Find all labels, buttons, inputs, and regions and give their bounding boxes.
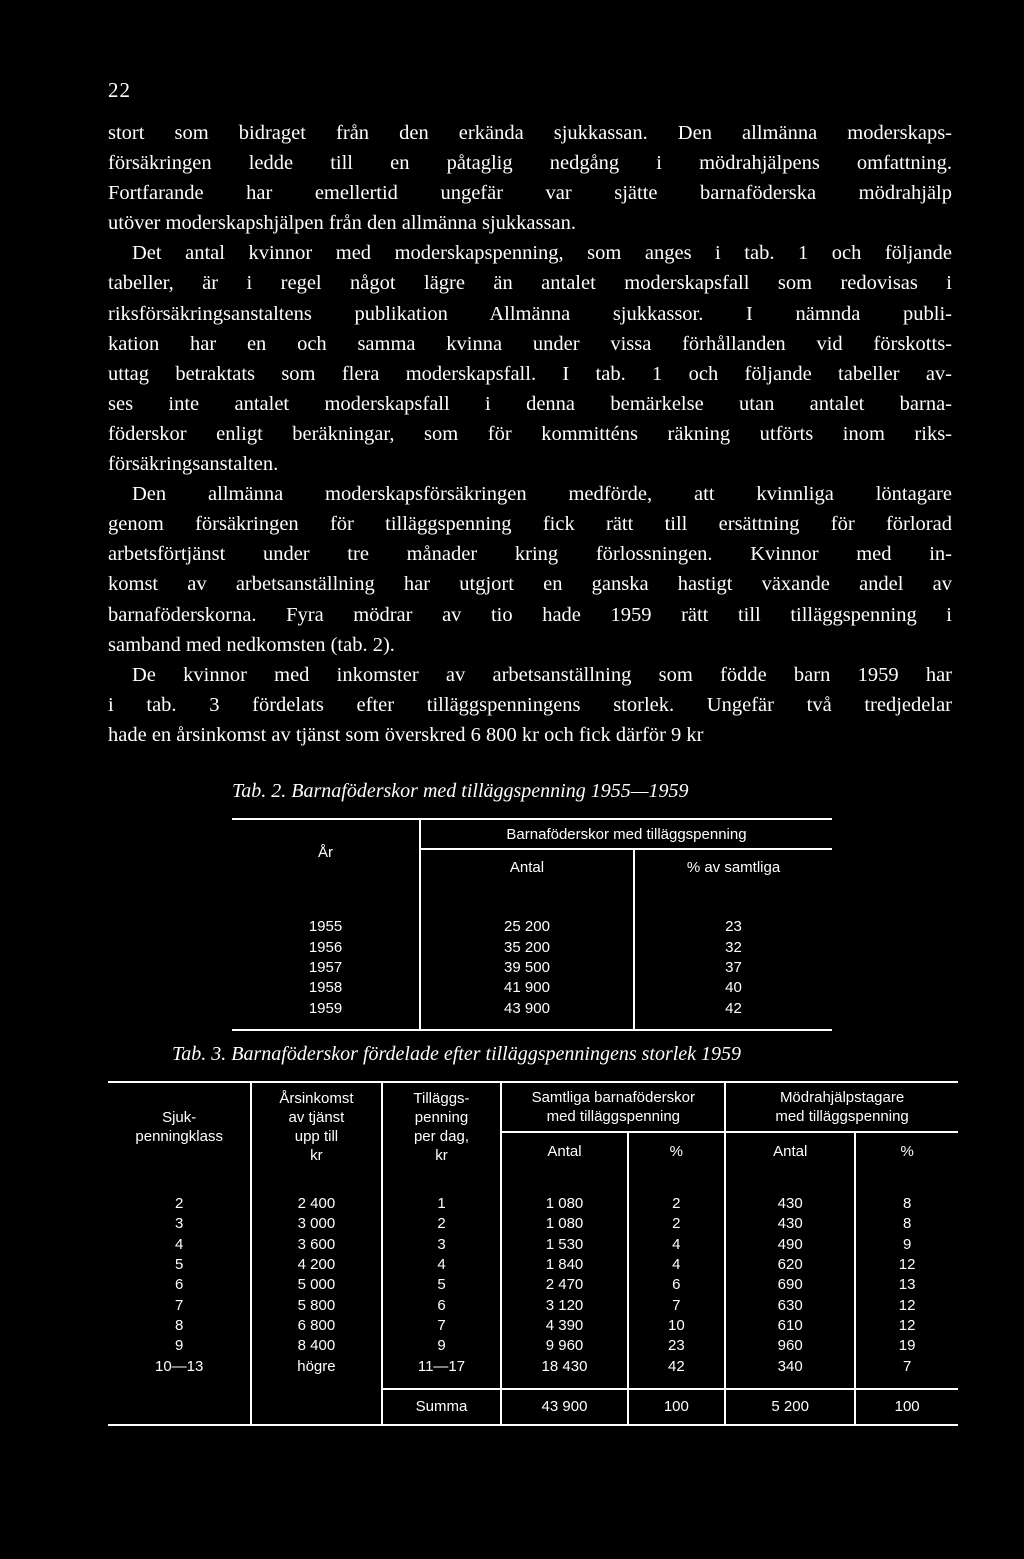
tab2-count: 25 200 <box>420 917 634 937</box>
text-line: De kvinnor med inkomster av arbetsanställning som födde barn 1959 har <box>132 663 952 686</box>
text-line: komst av arbetsanställning har utgjort en ganska hastigt växande andel av <box>108 573 952 596</box>
tab2-year: 1957 <box>308 958 343 976</box>
tab3-all-count: 4 390 <box>501 1316 627 1336</box>
tab3-daily: 5 <box>382 1275 502 1295</box>
tab3-mh-count: 430 <box>725 1214 855 1234</box>
tab3-income: 6 800 <box>251 1316 381 1336</box>
tab3-header-all-count: Antal <box>501 1132 627 1170</box>
tab3-income: 3 000 <box>251 1214 381 1234</box>
tab2-row <box>232 999 832 1019</box>
tab3-mh-count: 960 <box>725 1336 855 1356</box>
tab2-row <box>232 937 832 957</box>
text-line: Fortfarande har emellertid ungefär var sjätte barnaföderska mödrahjälp <box>108 182 952 205</box>
tab3-klass: 7 <box>175 1296 184 1314</box>
tab3-sum-mh-count: 5 200 <box>725 1389 855 1425</box>
tab3-all-count: 1 080 <box>501 1194 627 1214</box>
tab3-header-mh-pct: % <box>855 1132 958 1170</box>
tab2-header-group: Barnaföderskor med tilläggspenning <box>420 819 832 849</box>
text-line: Den allmänna moderskapsförsäkringen medförde, att kvinnliga löntagare <box>132 483 952 506</box>
body-text <box>108 118 952 750</box>
tab2-header-pct: % av samtliga <box>634 849 832 885</box>
tab3-all-count: 1 840 <box>501 1255 627 1275</box>
text-line: barnaföderskorna. Fyra mödrar av tio hade 1959 rätt till tilläggspenning i <box>108 603 952 626</box>
tab2-header-year: År <box>318 844 333 861</box>
tab3-income: 2 400 <box>251 1194 381 1214</box>
text-line: i tab. 3 fördelats efter tilläggspenningens storlek. Ungefär två tredjedelar <box>108 693 952 716</box>
tab3-income: högre <box>251 1356 381 1376</box>
tab3-income: 8 400 <box>251 1336 381 1356</box>
tab3-row <box>108 1275 958 1295</box>
tab3-sum-row <box>108 1389 958 1425</box>
tab3-klass: 4 <box>175 1235 184 1253</box>
tab3-all-pct: 4 <box>628 1235 726 1255</box>
text-line: föderskor enligt beräkningar, som för kommitténs räkning utförts inom riks- <box>108 422 952 445</box>
tab3-sum-mh-pct: 100 <box>855 1389 958 1425</box>
text-line: stort som bidraget från den erkända sjukkassan. Den allmänna moderskaps- <box>108 122 952 144</box>
text-line: uttag betraktats som flera moderskapsfall. I tab. 1 och följande tabeller av- <box>108 362 952 385</box>
text-line: genom försäkringen för tilläggspenning fick rätt till ersättning för förlorad <box>108 513 952 536</box>
tab2-caption: Tab. 2. Barnaföderskor med tilläggspenning 1955—1959 <box>232 780 689 802</box>
tab3-income: 3 600 <box>251 1235 381 1255</box>
tab3-mh-pct: 12 <box>855 1255 958 1275</box>
tab2-pct: 40 <box>634 978 832 998</box>
tab2-pct: 37 <box>634 958 832 978</box>
tab2-year: 1956 <box>308 938 343 956</box>
text-line: ses inte antalet moderskapsfall i denna bemärkelse utan antalet barna- <box>108 392 952 415</box>
tab3-mh-pct: 19 <box>855 1336 958 1356</box>
text-line: riksförsäkringsanstaltens publikation Allmänna sjukkassor. I nämnda publi- <box>108 302 952 325</box>
tab3-mh-pct: 13 <box>855 1275 958 1295</box>
text-line: tabeller, är i regel något lägre än antalet moderskapsfall som redovisas i <box>108 272 952 295</box>
tab3-all-pct: 4 <box>628 1255 726 1275</box>
tab3-mh-count: 490 <box>725 1235 855 1255</box>
tab3-row <box>108 1316 958 1336</box>
tab3-sum-all-count: 43 900 <box>501 1389 627 1425</box>
tab2-count: 43 900 <box>420 999 634 1019</box>
tab3-row <box>108 1356 958 1376</box>
tab3-all-pct: 42 <box>628 1356 726 1376</box>
tab3-header-mh-count: Antal <box>725 1132 855 1170</box>
tab3-all-count: 18 430 <box>501 1356 627 1376</box>
tab3-row <box>108 1255 958 1275</box>
text-line: hade en årsinkomst av tjänst som överskred 6 800 kr och fick därför 9 kr <box>108 723 704 746</box>
tab3-klass: 8 <box>175 1316 184 1334</box>
text-line: försäkringsanstalten. <box>108 453 279 476</box>
tab2-pct: 32 <box>634 937 832 957</box>
tab3-klass: 3 <box>175 1215 184 1233</box>
tab3-header-group-mh: Mödrahjälpstagare med tilläggspenning <box>725 1082 958 1132</box>
tab3-klass: 2 <box>175 1195 184 1213</box>
tab2-year: 1959 <box>308 999 343 1017</box>
tab3-mh-count: 340 <box>725 1356 855 1376</box>
tab3-daily: 1 <box>382 1194 502 1214</box>
tab3-table <box>108 1081 958 1426</box>
tab3-row <box>108 1235 958 1255</box>
tab3-caption: Tab. 3. Barnaföderskor fördelade efter tilläggspenningens storlek 1959 <box>172 1043 742 1065</box>
tab3-mh-pct: 12 <box>855 1295 958 1315</box>
tab3-sum-label: Summa <box>382 1389 502 1425</box>
page-number: 22 <box>108 78 131 102</box>
tab3-daily: 4 <box>382 1255 502 1275</box>
tab3-daily: 6 <box>382 1295 502 1315</box>
text-line: försäkringen ledde till en påtaglig nedgång i mödrahjälpens omfattning. <box>108 152 952 175</box>
tab2-year: 1958 <box>308 979 343 997</box>
tab3-all-pct: 2 <box>628 1214 726 1234</box>
tab3-header-income: Årsinkomst av tjänst upp till kr <box>251 1082 381 1170</box>
text-line: arbetsförtjänst under tre månader kring förlossningen. Kvinnor med in- <box>108 543 952 566</box>
tab3-mh-count: 610 <box>725 1316 855 1336</box>
tab3-all-pct: 6 <box>628 1275 726 1295</box>
tab3-row <box>108 1214 958 1234</box>
tab2-table <box>232 818 832 1031</box>
text-line: kation har en och samma kvinna under vissa förhållanden vid förskotts- <box>108 332 952 355</box>
tab3-klass: 6 <box>175 1276 184 1294</box>
tab3-all-count: 9 960 <box>501 1336 627 1356</box>
tab3-header-all-pct: % <box>628 1132 726 1170</box>
tab2-row <box>232 958 832 978</box>
tab3-all-count: 3 120 <box>501 1295 627 1315</box>
tab3-row <box>108 1336 958 1356</box>
tab3-mh-pct: 8 <box>855 1194 958 1214</box>
tab2-pct: 42 <box>634 999 832 1019</box>
tab3-all-count: 1 080 <box>501 1214 627 1234</box>
tab2-header-count: Antal <box>420 849 634 885</box>
text-line: samband med nedkomsten (tab. 2). <box>108 633 395 656</box>
tab3-row <box>108 1295 958 1315</box>
tab3-klass: 5 <box>175 1256 184 1274</box>
tab2-row <box>232 978 832 998</box>
tab3-all-pct: 10 <box>628 1316 726 1336</box>
tab3-header-group-all: Samtliga barnaföderskor med tilläggspenning <box>501 1082 725 1132</box>
tab3-all-pct: 7 <box>628 1295 726 1315</box>
tab3-daily: 9 <box>382 1336 502 1356</box>
tab3-mh-pct: 8 <box>855 1214 958 1234</box>
tab3-daily: 7 <box>382 1316 502 1336</box>
tab3-header-daily: Tilläggs- penning per dag, kr <box>382 1082 502 1170</box>
tab3-daily: 3 <box>382 1235 502 1255</box>
tab3-all-pct: 23 <box>628 1336 726 1356</box>
tab3-all-pct: 2 <box>628 1194 726 1214</box>
tab3-klass: 9 <box>175 1337 184 1355</box>
tab3-mh-count: 620 <box>725 1255 855 1275</box>
tab2-count: 41 900 <box>420 978 634 998</box>
text-line: utöver moderskapshjälpen från den allmänna sjukkassan. <box>108 212 576 235</box>
tab2-count: 39 500 <box>420 958 634 978</box>
tab2-count: 35 200 <box>420 937 634 957</box>
tab3-all-count: 1 530 <box>501 1235 627 1255</box>
tab3-mh-count: 690 <box>725 1275 855 1295</box>
text-line: Det antal kvinnor med moderskapspenning, som anges i tab. 1 och följande <box>132 242 952 265</box>
tab3-mh-pct: 12 <box>855 1316 958 1336</box>
tab3-klass: 10—13 <box>154 1357 204 1375</box>
tab3-daily: 2 <box>382 1214 502 1234</box>
tab3-mh-pct: 7 <box>855 1356 958 1376</box>
tab2-pct: 23 <box>634 917 832 937</box>
tab3-header-klass: Sjuk- penningklass <box>135 1108 223 1145</box>
tab2-year: 1955 <box>308 918 343 936</box>
tab3-mh-count: 630 <box>725 1295 855 1315</box>
tab2-row <box>232 917 832 937</box>
tab3-mh-pct: 9 <box>855 1235 958 1255</box>
tab3-all-count: 2 470 <box>501 1275 627 1295</box>
tab3-sum-all-pct: 100 <box>628 1389 726 1425</box>
tab3-income: 4 200 <box>251 1255 381 1275</box>
tab3-income: 5 800 <box>251 1295 381 1315</box>
tab3-income: 5 000 <box>251 1275 381 1295</box>
tab3-daily: 11—17 <box>382 1356 502 1376</box>
tab3-row <box>108 1194 958 1214</box>
tab3-mh-count: 430 <box>725 1194 855 1214</box>
